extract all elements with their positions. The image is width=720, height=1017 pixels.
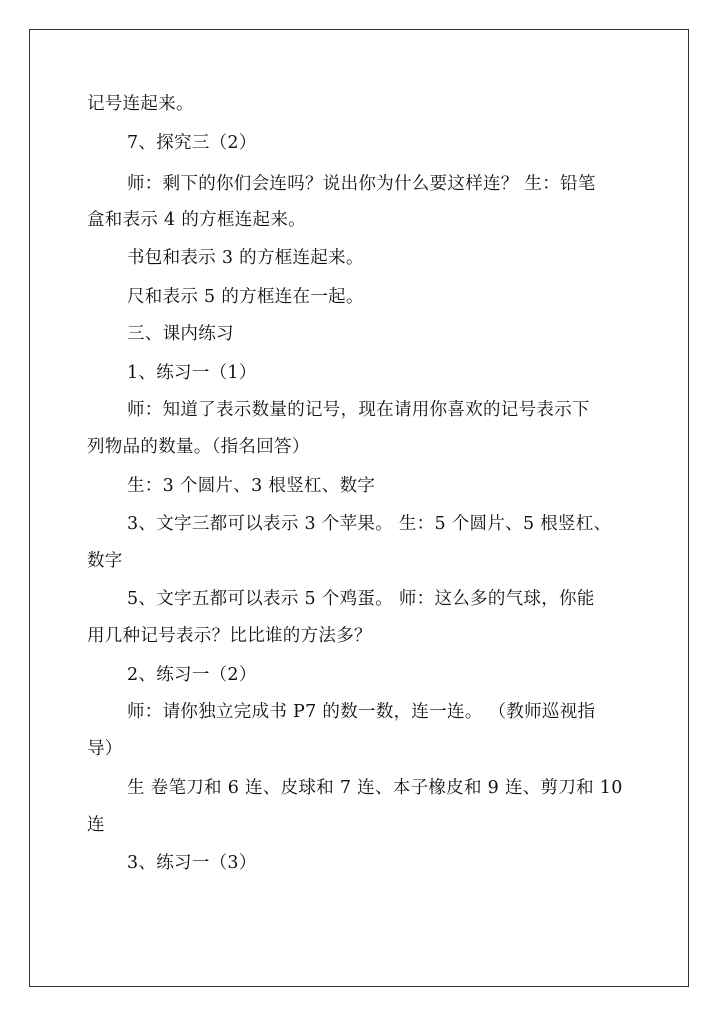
text-line: 7、探究三（2）	[127, 133, 257, 153]
text-line: 列物品的数量。（指名回答）	[87, 437, 310, 457]
text-line: 师：剩下的你们会连吗？说出你为什么要这样连？ 生：铅笔	[127, 174, 596, 194]
text-line: 3、文字三都可以表示 3 个苹果。 生：5 个圆片、5 根竖杠、	[127, 514, 612, 534]
text-line: 用几种记号表示？比比谁的方法多？	[87, 626, 372, 646]
text-line: 盒和表示 4 的方框连起来。	[87, 210, 306, 230]
text-line: 尺和表示 5 的方框连在一起。	[127, 287, 364, 307]
text-line: 记号连起来。	[87, 94, 194, 114]
text-line: 生：3 个圆片、3 根竖杠、数字	[127, 476, 376, 496]
text-line: 3、练习一（3）	[127, 853, 257, 873]
text-line: 2、练习一（2）	[127, 665, 257, 685]
text-line: 1、练习一（1）	[127, 363, 257, 383]
text-line: 导）	[87, 739, 123, 759]
text-line: 5、文字五都可以表示 5 个鸡蛋。 师：这么多的气球，你能	[127, 589, 595, 609]
section-heading: 三、课内练习	[127, 324, 234, 344]
text-line: 连	[87, 815, 105, 835]
text-line: 数字	[87, 551, 123, 571]
text-line: 师：请你独立完成书 P7 的数一数，连一连。 （教师巡视指	[127, 702, 596, 722]
text-line: 师：知道了表示数量的记号，现在请用你喜欢的记号表示下	[127, 400, 590, 420]
text-line: 生 卷笔刀和 6 连、皮球和 7 连、本子橡皮和 9 连、剪刀和 10	[127, 778, 623, 798]
text-line: 书包和表示 3 的方框连起来。	[127, 248, 364, 268]
